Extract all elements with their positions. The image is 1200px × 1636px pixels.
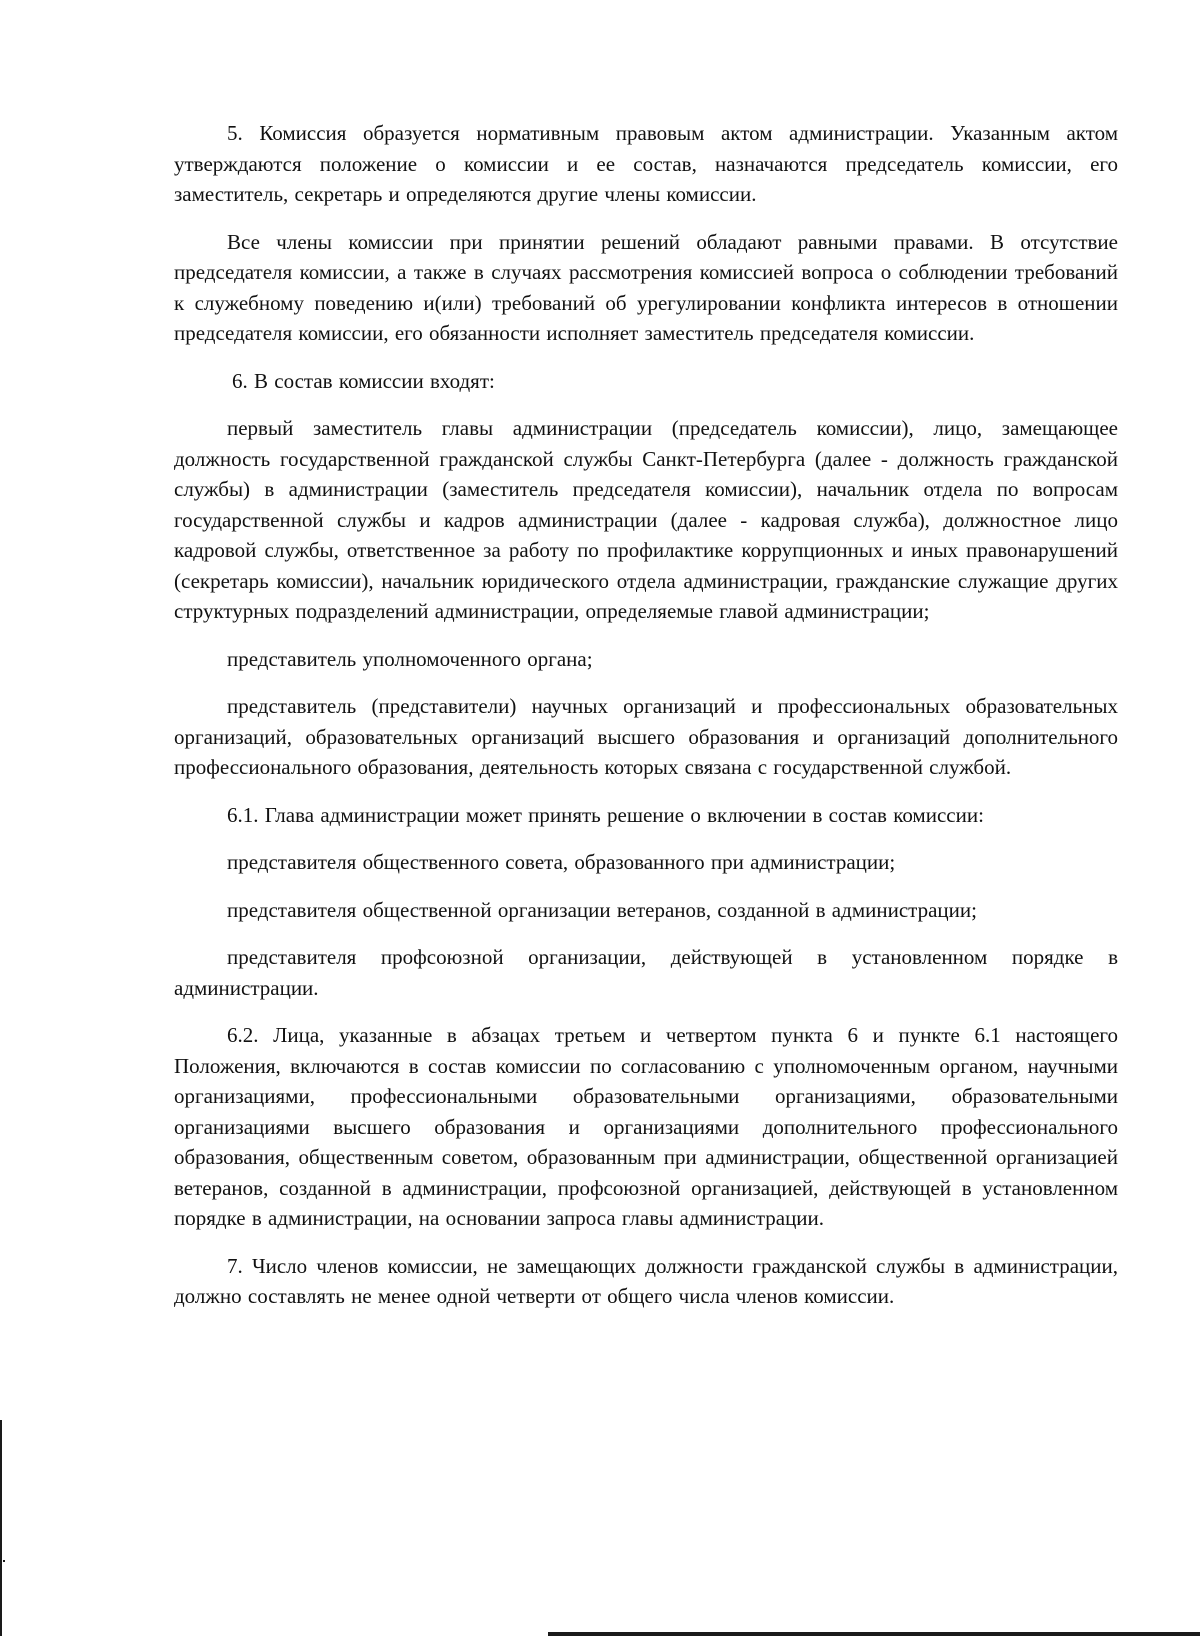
scan-edge-left-mark: [0, 1420, 2, 1636]
paragraph-5-commission-formation: 5. Комиссия образуется нормативным правовым актом администрации. Указанным актом утверждаются положение о комиссии и ее состав, назначаются председатель комиссии, его заместитель, секретарь и определяются другие члены комиссии.: [174, 121, 1118, 206]
paragraph-authorized-body-representative: представитель уполномоченного органа;: [227, 646, 593, 671]
scan-edge-bottom-mark: [548, 1632, 1200, 1636]
paragraph-trade-union-representative: представителя профсоюзной организации, действующей в установленном порядке в администрации.: [174, 945, 1118, 1000]
paragraph-scientific-organizations: представитель (представители) научных организаций и профессиональных образовательных организаций, образовательных организаций высшего образования и организаций дополнительного профессионального образования, деятельность которых связана с государственной службой.: [174, 694, 1118, 779]
paragraph-veterans-representative: представителя общественной организации ветеранов, созданной в администрации;: [227, 897, 977, 922]
paragraph-public-council-representative: представителя общественного совета, образованного при администрации;: [227, 850, 896, 874]
document-body: [174, 118, 1118, 1329]
paragraph-6-composition: 6. В состав комиссии входят:: [232, 368, 495, 393]
paragraph-7-member-count: 7. Число членов комиссии, не замещающих должности гражданской службы в администрации, должно составлять не менее одной четверти от общего числа членов комиссии.: [174, 1253, 1118, 1308]
paragraph-6-1-head-decision: 6.1. Глава администрации может принять решение о включении в состав комиссии:: [227, 802, 984, 827]
paragraph-members-equal-rights: Все члены комиссии при принятии решений обладают равными правами. В отсутствие председателя комиссии, а также в случаях рассмотрения комиссией вопроса о соблюдении требований к служебному поведению и(или) требований об урегулировании конфликта интересов в отношении председателя комиссии, его обязанности исполняет заместитель председателя комиссии.: [174, 229, 1118, 345]
paragraph-first-deputy-list: первый заместитель главы администрации (председатель комиссии), лицо, замещающее должность государственной гражданской службы Санкт-Петербурга (далее - должность гражданской службы) в администрации (заместитель председателя комиссии), начальник отдела по вопросам государственной службы и кадров администрации (далее - кадровая служба), должностное лицо кадровой службы, ответственное за работу по профилактике коррупционных и иных правонарушений (секретарь комиссии), начальник юридического отдела администрации, гражданские служащие других структурных подразделений администрации, определяемые главой администрации;: [174, 416, 1118, 623]
paragraph-6-2-coordination: 6.2. Лица, указанные в абзацах третьем и четвертом пункта 6 и пункте 6.1 настоящего Положения, включаются в состав комиссии по согласованию с уполномоченным органом, научными организациями, профессиональными образовательными организациями, образовательными организациями высшего образования и организациями дополнительного профессионального образования, общественным советом, образованным при администрации, общественной организацией ветеранов, созданной в администрации, профсоюзной организацией, действующей в установленном порядке в администрации, на основании запроса главы администрации.: [174, 1023, 1118, 1230]
scan-edge-dot-mark: [3, 1560, 5, 1562]
